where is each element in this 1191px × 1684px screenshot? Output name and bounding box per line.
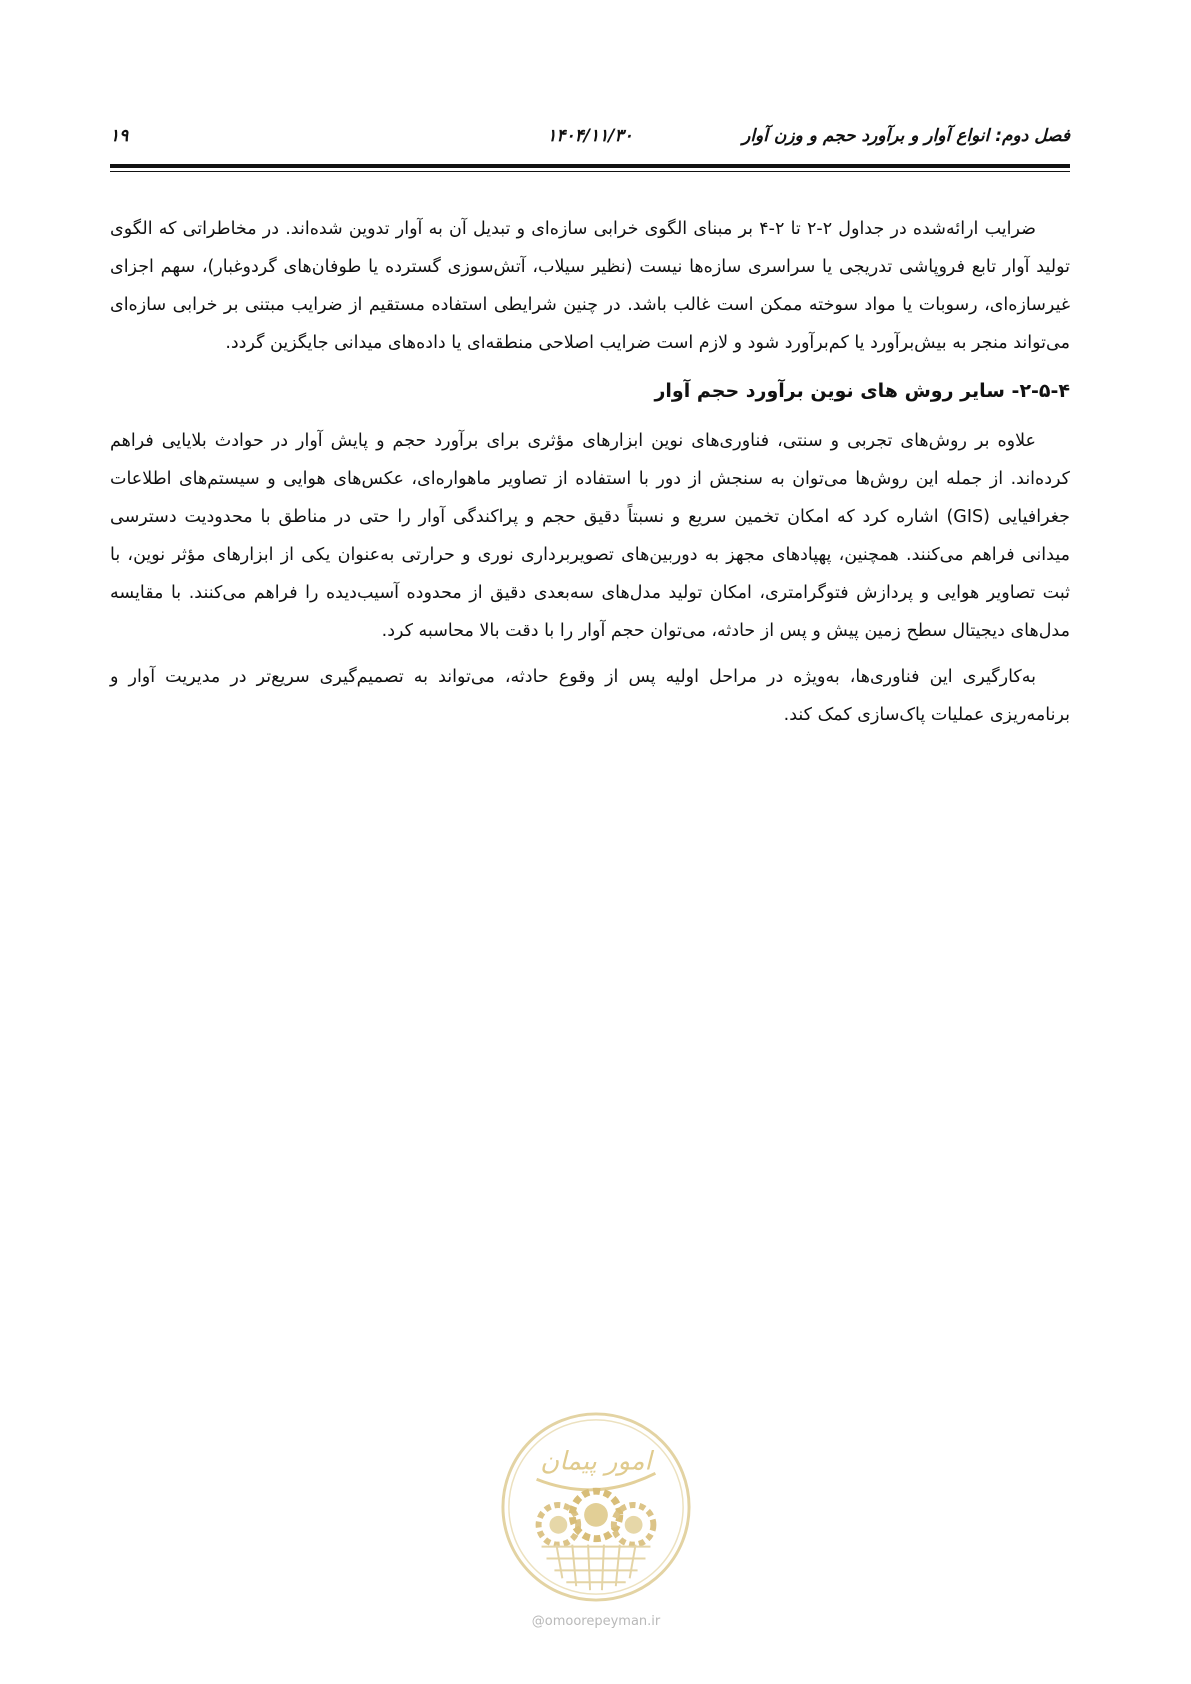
header-date: ۱۴۰۴/۱۱/۳۰ (547, 126, 633, 146)
header-rule-thin (110, 171, 1070, 172)
header-rule-thick (110, 164, 1070, 168)
page-number: ۱۹ (110, 126, 129, 146)
chapter-title: فصل دوم: انواع آوار و برآورد حجم و وزن آوار (742, 126, 1070, 146)
watermark-logo-text: امور پیمان (540, 1446, 652, 1477)
paragraph-2: علاوه بر روش‌های تجربی و سنتی، فناوری‌های نوین ابزارهای مؤثری برای برآورد حجم و پایش آوار در حوادث بلایایی فراهم کرده‌اند. از جمله این روش‌ها می‌توان به سنجش از دور با استفاده از تصاویر ماهواره‌ای، عکس‌های هوایی و سیستم‌های اطلاعات جغرافیایی (GIS) اشاره کرد که امکان تخمین سریع و نسبتاً دقیق حجم و پراکندگی آوار را حتی در مناطق با محدودیت دسترسی میدانی فراهم می‌کنند. همچنین، پهپادهای مجهز به دوربین‌های تصویربرداری نوری و حرارتی به‌عنوان یکی از ابزارهای مؤثر نوین، با ثبت تصاویر هوایی و پردازش فتوگرامتری، امکان تولید مدل‌های سه‌بعدی دقیق از محدوده آسیب‌دیده را فراهم می‌کنند. با مقایسه مدل‌های دیجیتال سطح زمین پیش و پس از حادثه، می‌توان حجم آوار را با دقت بالا محاسبه کرد. (110, 431, 1070, 641)
section-heading: ۲-۵-۴- سایر روش های نوین برآورد حجم آوار (654, 380, 1070, 402)
watermark-logo (497, 1408, 695, 1606)
watermark-url: @omoorepeyman.ir (531, 1614, 661, 1629)
paragraph-1: ضرایب ارائه‌شده در جداول ۲-۲ تا ۲-۴ بر مبنای الگوی خرابی سازه‌ای و تبدیل آن به آوار تدوین شده‌اند. در مخاطراتی که الگوی تولید آوار تابع فروپاشی تدریجی یا سراسری سازه‌ها نیست (نظیر سیلاب، آتش‌سوزی گسترده یا طوفان‌های گردوغبار)، سهم اجزای غیرسازه‌ای، رسوبات یا مواد سوخته ممکن است غالب باشد. در چنین شرایطی استفاده مستقیم از ضرایب مبتنی بر خرابی سازه‌ای می‌تواند منجر به بیش‌برآورد یا کم‌برآورد شود و لازم است ضرایب اصلاحی منطقه‌ای یا داده‌های میدانی جایگزین گردد. (110, 219, 1070, 353)
page-header (110, 126, 1070, 156)
paragraph-3: به‌کارگیری این فناوری‌ها، به‌ویژه در مراحل اولیه پس از وقوع حادثه، می‌تواند به تصمیم‌گیری سریع‌تر در مدیریت آوار و برنامه‌ریزی عملیات پاک‌سازی کمک کند. (110, 667, 1070, 725)
page-content (110, 210, 1070, 742)
